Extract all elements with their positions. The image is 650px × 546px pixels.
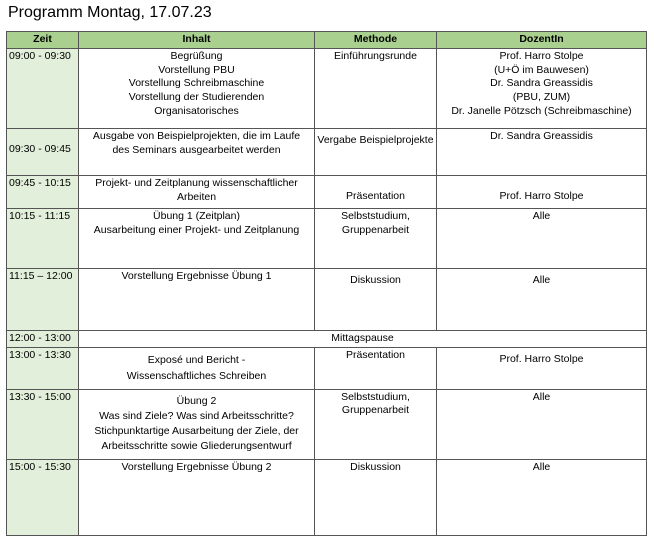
content-line: Vorstellung der Studierenden: [128, 90, 265, 103]
header-lecturer: DozentIn: [437, 32, 647, 49]
content-line: Übung 1 (Zeitplan): [153, 210, 240, 222]
lecturer-line: Dr. Sandra Greassidis: [490, 77, 593, 90]
content-cell: [79, 389, 315, 459]
time-cell: 10:15 - 11:15: [7, 209, 79, 269]
table-row: [7, 49, 647, 129]
method-cell: Vergabe Beispielprojekte: [315, 129, 437, 176]
method-line: Gruppenarbeit: [341, 404, 410, 417]
method-cell: Präsentation: [315, 176, 437, 209]
table-row: [7, 347, 647, 389]
method-cell: Präsentation: [315, 347, 437, 389]
content-line: Arbeitsschritte sowie Gliederungsentwurf: [101, 440, 292, 453]
lecturer-line: Dr. Sandra Greassidis: [490, 130, 593, 142]
lecturer-line: Alle: [532, 274, 551, 286]
header-row: [7, 32, 647, 49]
lecturer-cell: [437, 209, 647, 269]
content-line: Exposé und Bericht -: [147, 353, 246, 366]
content-line: Ausarbeitung einer Projekt- und Zeitplanung: [93, 223, 300, 236]
content-cell: [79, 269, 315, 331]
method-cell: Diskussion: [315, 269, 437, 331]
lecturer-cell: [437, 459, 647, 535]
method-line: Gruppenarbeit: [341, 223, 410, 236]
time-cell: 12:00 - 13:00: [7, 331, 79, 348]
header-time: Zeit: [7, 32, 79, 49]
time-cell: 13:00 - 13:30: [7, 347, 79, 389]
lecturer-line: Prof. Harro Stolpe: [499, 190, 584, 202]
lecturer-line: Prof. Harro Stolpe: [499, 352, 584, 365]
lecturer-line: (U+Ö im Bauwesen): [494, 63, 589, 76]
header-content: Inhalt: [79, 32, 315, 49]
content-cell: [79, 49, 315, 129]
table-row: [7, 331, 647, 348]
content-line: Wissenschaftliches Schreiben: [126, 370, 267, 383]
lecturer-line: Alle: [532, 210, 551, 222]
time-cell: 13:30 - 15:00: [7, 389, 79, 459]
time-cell: 15:00 - 15:30: [7, 459, 79, 535]
lecturer-line: Alle: [532, 390, 551, 403]
program-table: [6, 31, 647, 536]
table-row: [7, 129, 647, 176]
lecturer-cell: [437, 269, 647, 331]
lecturer-cell: [437, 176, 647, 209]
content-cell: [79, 347, 315, 389]
lunch-break-cell: Mittagspause: [79, 331, 647, 348]
table-row: [7, 389, 647, 459]
page-title: Programm Montag, 17.07.23: [8, 4, 212, 21]
time-cell: 11:15 – 12:00: [7, 269, 79, 331]
content-line: Arbeiten: [176, 190, 217, 203]
content-line: Projekt- und Zeitplanung wissenschaftlicher: [95, 177, 298, 189]
content-cell: [79, 459, 315, 535]
content-line: Vorstellung Schreibmaschine: [128, 77, 265, 90]
method-line: Selbststudium,: [341, 210, 410, 222]
lecturer-line: Dr. Janelle Pötzsch (Schreibmaschine): [451, 104, 632, 117]
content-cell: [79, 176, 315, 209]
content-cell: [79, 129, 315, 176]
content-line: Vorstellung Ergebnisse Übung 2: [121, 460, 272, 473]
lecturer-line: Alle: [532, 460, 551, 473]
method-cell: Diskussion: [315, 459, 437, 535]
method-cell: Einführungsrunde: [315, 49, 437, 129]
content-line: Organisatorisches: [154, 104, 239, 117]
method-cell: [315, 389, 437, 459]
lecturer-cell: [437, 389, 647, 459]
method-line: Selbststudium,: [341, 390, 410, 403]
content-line: Begrüßung: [170, 50, 223, 62]
lecturer-cell: [437, 129, 647, 176]
content-cell: [79, 209, 315, 269]
content-line: Was sind Ziele? Was sind Arbeitsschritte?: [99, 409, 294, 422]
content-line: des Seminars ausgearbeitet werden: [112, 143, 281, 156]
time-cell: 09:00 - 09:30: [7, 49, 79, 129]
content-line: Übung 2: [176, 394, 217, 407]
lecturer-cell: [437, 347, 647, 389]
lecturer-line: (PBU, ZUM): [512, 90, 571, 103]
content-line: Vorstellung Ergebnisse Übung 1: [121, 270, 272, 282]
time-cell: 09:30 - 09:45: [7, 129, 79, 176]
table-row: [7, 209, 647, 269]
table-row: [7, 269, 647, 331]
time-cell: 09:45 - 10:15: [7, 176, 79, 209]
header-method: Methode: [315, 32, 437, 49]
table-row: [7, 176, 647, 209]
content-line: Ausgabe von Beispielprojekten, die im Laufe: [92, 130, 301, 142]
method-cell: [315, 209, 437, 269]
table-row: [7, 459, 647, 535]
lecturer-line: Prof. Harro Stolpe: [499, 50, 584, 62]
content-line: Stichpunktartige Ausarbeitung der Ziele, der: [94, 425, 299, 438]
lecturer-cell: [437, 49, 647, 129]
content-line: Vorstellung PBU: [158, 63, 235, 76]
